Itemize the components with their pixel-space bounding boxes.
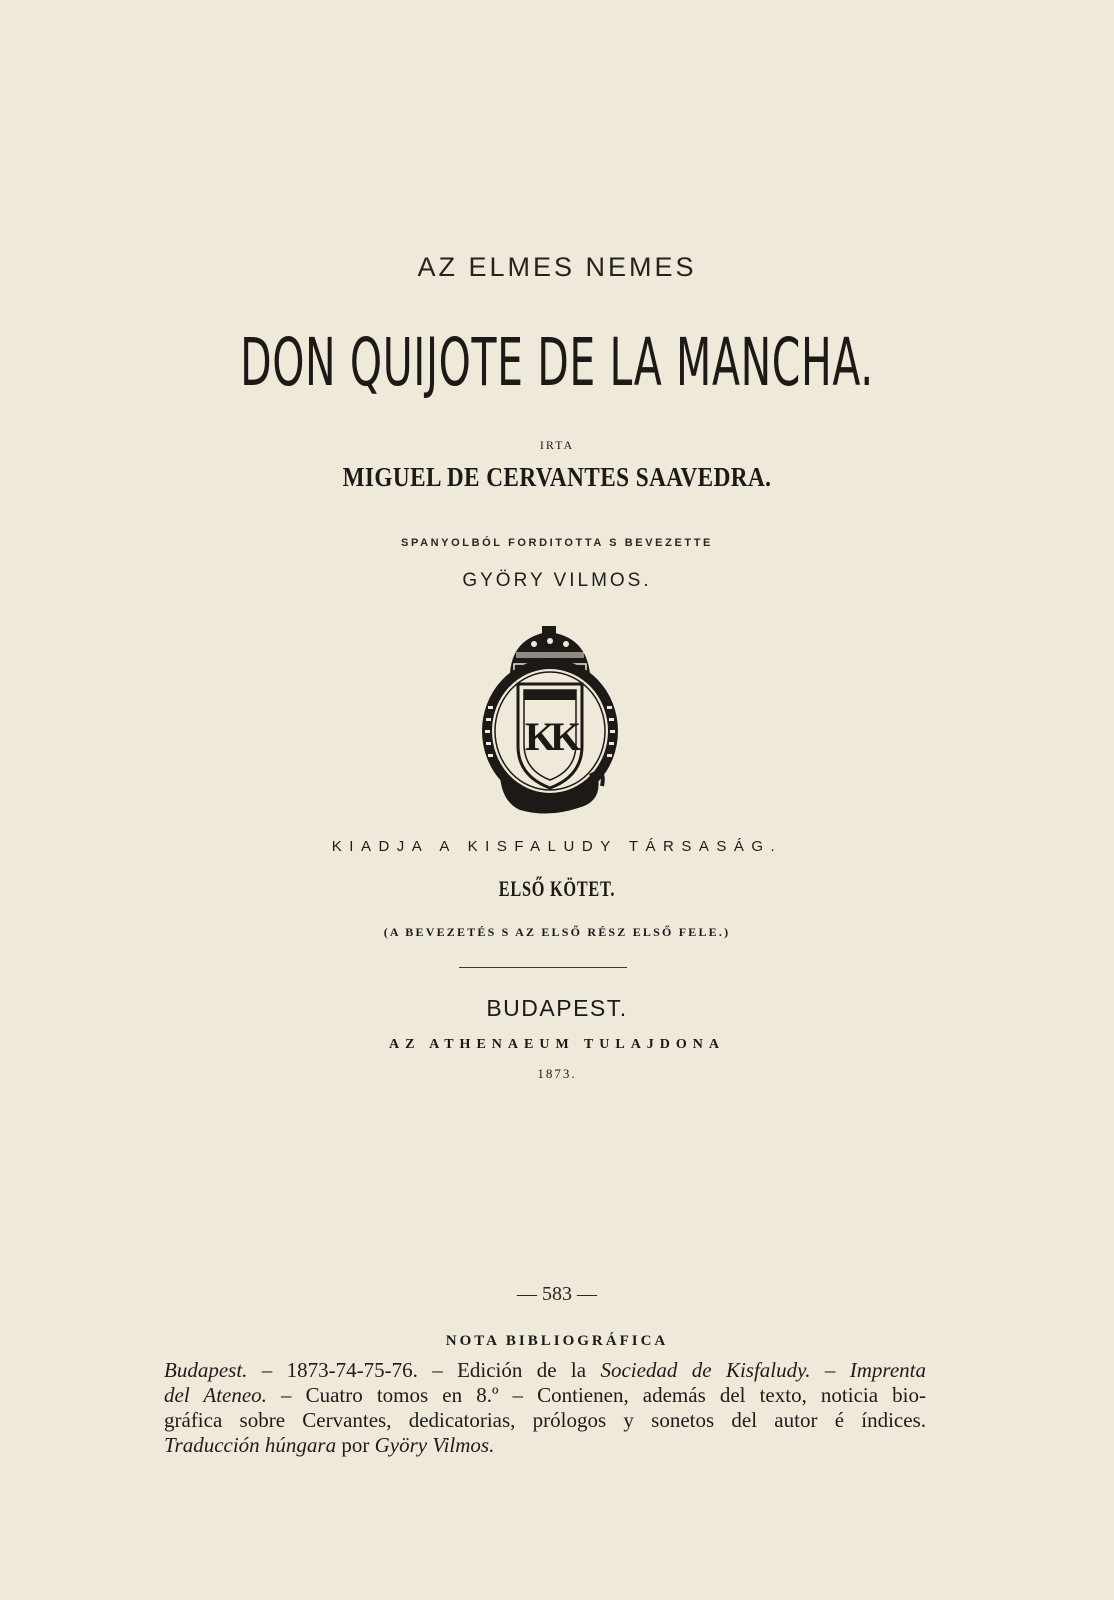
irta-label: IRTA (539, 438, 575, 452)
nota-line (164, 1358, 926, 1383)
nota-segment: – 1873-74-75-76. – Edición de la (247, 1358, 601, 1382)
kisfaludy-society-crest-icon (470, 626, 630, 821)
nota-line (164, 1433, 926, 1458)
nota-line (164, 1383, 926, 1408)
owner-line: AZ ATHENAEUM TULAJDONA (388, 1037, 726, 1052)
translated-by-line: SPANYOLBÓL FORDITOTTA S BEVEZETTE (401, 537, 713, 549)
volume-note: (A BEVEZETÉS S AZ ELSŐ RÉSZ ELSŐ FELE.) (383, 925, 731, 939)
nota-segment: Traducción húngara (164, 1433, 337, 1457)
nota-body (164, 1358, 926, 1458)
nota-segment: por (336, 1433, 375, 1457)
nota-segment: gráfica sobre Cervantes, dedicatorias, prólogos y sonetos del autor é índices. (164, 1408, 926, 1432)
publisher-line: KIADJA A KISFALUDY TÁRSASÁG. (331, 838, 783, 855)
nota-title: NOTA BIBLIOGRÁFICA (445, 1333, 669, 1349)
nota-segment: Imprenta (849, 1358, 926, 1382)
nota-segment: Sociedad de Kisfaludy. (600, 1358, 811, 1382)
main-title: DON QUIJOTE DE LA MANCHA. (240, 324, 874, 401)
nota-line (164, 1408, 926, 1433)
nota-segment: Budapest. (164, 1358, 248, 1382)
nota-segment: – Cuatro tomos en 8.º – Contienen, además del texto, noticia bio- (266, 1383, 926, 1407)
publication-city: BUDAPEST. (486, 995, 628, 1021)
pre-title: AZ ELMES NEMES (417, 252, 697, 282)
divider-rule (459, 967, 627, 968)
svg-text:KK: KK (524, 714, 576, 759)
nota-segment: del Ateneo. (164, 1383, 267, 1407)
nota-segment: – (810, 1358, 850, 1382)
page-number: — 583 — (517, 1283, 597, 1305)
nota-segment: Györy Vilmos. (374, 1433, 495, 1457)
translator-name: GYÖRY VILMOS. (462, 570, 652, 591)
volume-label: ELSŐ KÖTET. (498, 876, 616, 901)
publication-year: 1873. (537, 1066, 577, 1081)
author-name: MIGUEL DE CERVANTES SAAVEDRA. (342, 462, 772, 492)
